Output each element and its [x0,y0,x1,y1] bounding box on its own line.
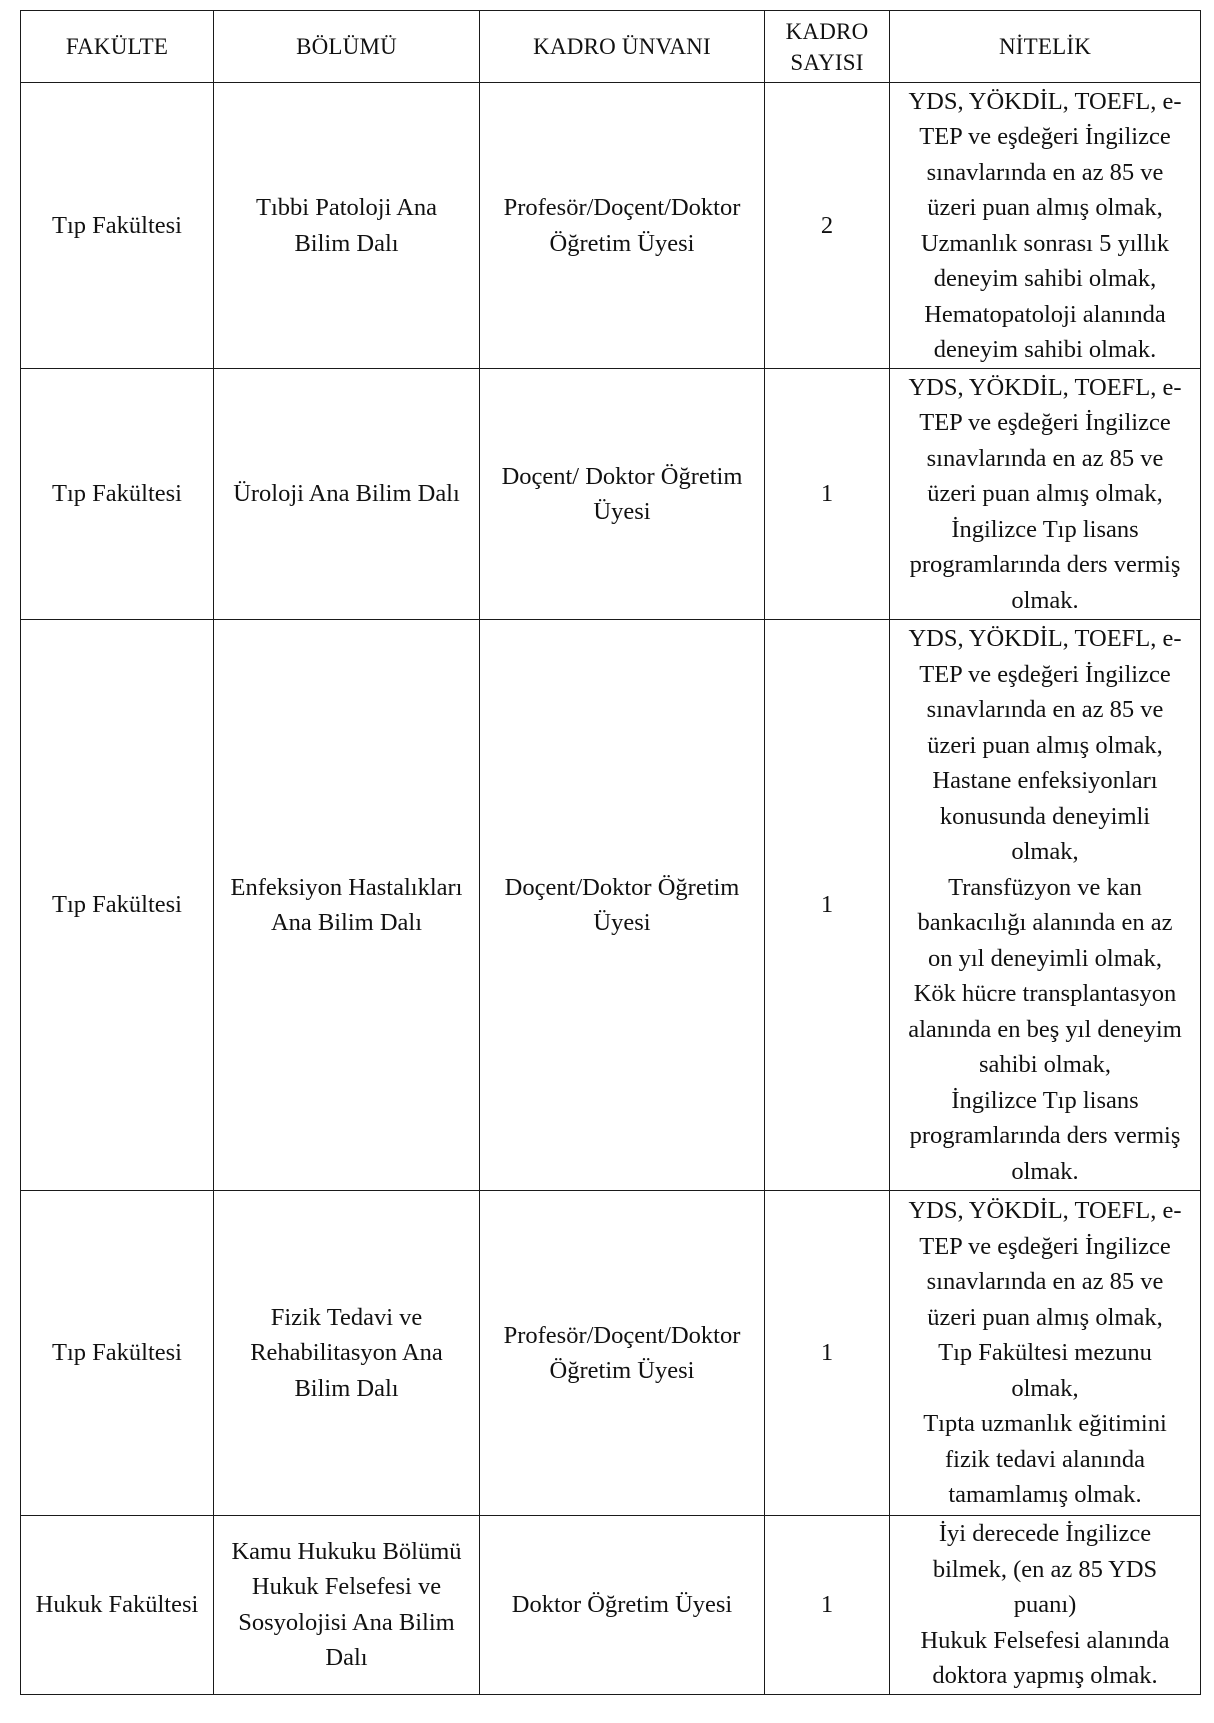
nitelik-line: TEP ve eşdeğeri İngilizce [919,1232,1171,1260]
header-kadro-sayisi-line: KADRO [785,18,869,44]
bolumu-cell [214,83,480,369]
nitelik-line: puanı) [1013,1591,1077,1618]
nitelik-line: Tıpta uzmanlık eğitimini [923,1410,1167,1438]
nitelik-line: YDS, YÖKDİL, TOEFL, e- [908,87,1182,115]
header-fakulte: FAKÜLTE [21,11,214,83]
bolumu-line: Bilim Dalı [294,229,399,257]
nitelik-cell [890,369,1201,620]
bolumu-cell [214,1191,480,1516]
nitelik-line: konusunda deneyimli [939,802,1151,830]
fakulte-cell: Tıp Fakültesi [21,1191,214,1516]
kadro_unvani-line: Üyesi [593,909,651,936]
header-nitelik: NİTELİK [890,11,1201,83]
bolumu-line: Sosyolojisi Ana Bilim [238,1608,455,1636]
nitelik-line: Tıp Fakültesi mezunu [938,1339,1152,1367]
kadro-sayisi-cell: 1 [765,620,890,1191]
nitelik-line: TEP ve eşdeğeri İngilizce [919,123,1171,150]
kadro_unvani-line: Doktor Öğretim Üyesi [511,1591,733,1618]
kadro-table [20,10,1201,1695]
nitelik-line: üzeri puan almış olmak, [927,480,1163,508]
bolumu-line: Üroloji Ana Bilim Dalı [233,480,460,508]
nitelik-cell [890,620,1201,1191]
kadro-sayisi-cell: 1 [765,1516,890,1695]
nitelik-line: üzeri puan almış olmak, [927,1303,1163,1331]
table-row [21,1191,1201,1516]
fakulte-cell: Tıp Fakültesi [21,620,214,1191]
kadro_unvani-line: Doçent/ Doktor Öğretim [501,462,743,490]
nitelik-line: sınavlarında en az 85 ve [926,444,1164,472]
bolumu-line: Kamu Hukuku Bölümü [231,1537,462,1565]
nitelik-cell [890,83,1201,369]
table-body [21,83,1201,1695]
header-kadro-sayisi-line: SAYISI [790,49,864,75]
header-kadro-unvani: KADRO ÜNVANI [480,11,765,83]
nitelik-line: YDS, YÖKDİL, TOEFL, e- [908,1197,1182,1225]
nitelik-line: İngilizce Tıp lisans [951,515,1139,543]
nitelik-line: Transfüzyon ve kan [948,873,1142,901]
nitelik-line: TEP ve eşdeğeri İngilizce [919,660,1171,688]
nitelik-line: olmak. [1011,1157,1079,1185]
nitelik-line: bilmek, (en az 85 YDS [932,1555,1158,1583]
nitelik-line: programlarında ders vermiş [909,1122,1181,1149]
nitelik-line: YDS, YÖKDİL, TOEFL, e- [908,373,1182,401]
kadro_unvani-line: Üyesi [593,498,651,525]
table-row [21,620,1201,1191]
fakulte-cell: Tıp Fakültesi [21,83,214,369]
nitelik-line: programlarında ders vermiş [909,551,1181,579]
nitelik-line: sahibi olmak, [978,1051,1111,1078]
nitelik-line: tamamlamış olmak. [948,1481,1142,1509]
bolumu-line: Dalı [325,1644,368,1672]
table-row [21,369,1201,620]
bolumu-cell [214,620,480,1191]
nitelik-line: deneyim sahibi olmak, [933,265,1157,292]
nitelik-line: üzeri puan almış olmak, [927,194,1163,221]
nitelik-line: Kök hücre transplantasyon [913,980,1177,1007]
nitelik-line: YDS, YÖKDİL, TOEFL, e- [908,625,1182,652]
bolumu-line: Rehabilitasyon Ana [250,1339,443,1367]
kadro_unvani-line: Profesör/Doçent/Doktor [503,1321,741,1349]
bolumu-line: Ana Bilim Dalı [270,909,423,936]
nitelik-line: İngilizce Tıp lisans [951,1086,1139,1114]
nitelik-line: sınavlarında en az 85 ve [926,1268,1164,1296]
table-row [21,83,1201,369]
nitelik-line: sınavlarında en az 85 ve [926,158,1164,186]
header-kadro-sayisi [765,11,890,83]
bolumu-line: Tıbbi Patoloji Ana [255,194,438,221]
kadro-unvani-cell [480,620,765,1191]
kadro_unvani-line: Doçent/Doktor Öğretim [504,873,740,901]
nitelik-cell [890,1516,1201,1695]
nitelik-line: olmak, [1011,838,1079,865]
kadro-sayisi-cell: 1 [765,1191,890,1516]
kadro-sayisi-cell: 1 [765,369,890,620]
bolumu-line: Fizik Tedavi ve [270,1303,423,1331]
nitelik-line: doktora yapmış olmak. [932,1662,1158,1689]
nitelik-line: üzeri puan almış olmak, [927,731,1163,759]
header-bolumu: BÖLÜMÜ [214,11,480,83]
nitelik-line: Hematopatoloji alanında [924,300,1166,328]
nitelik-line: alanında en beş yıl deneyim [908,1015,1182,1043]
kadro-unvani-cell [480,1516,765,1695]
kadro-sayisi-cell: 2 [765,83,890,369]
table-row [21,1516,1201,1695]
bolumu-line: Enfeksiyon Hastalıkları [230,873,463,901]
header-row [21,11,1201,83]
nitelik-line: Uzmanlık sonrası 5 yıllık [920,229,1170,257]
bolumu-cell [214,369,480,620]
nitelik-line: on yıl deneyimli olmak, [927,944,1163,972]
kadro-unvani-cell [480,369,765,620]
nitelik-line: fizik tedavi alanında [945,1445,1145,1473]
nitelik-cell [890,1191,1201,1516]
nitelik-line: sınavlarında en az 85 ve [926,696,1164,723]
nitelik-line: TEP ve eşdeğeri İngilizce [919,409,1171,437]
nitelik-line: olmak, [1011,1374,1079,1402]
nitelik-line: Hastane enfeksiyonları [932,767,1158,794]
bolumu-line: Bilim Dalı [294,1374,399,1402]
fakulte-cell: Tıp Fakültesi [21,369,214,620]
nitelik-line: Hukuk Felsefesi alanında [920,1626,1170,1654]
kadro_unvani-line: Öğretim Üyesi [549,1357,695,1384]
nitelik-line: olmak. [1011,586,1079,614]
kadro_unvani-line: Öğretim Üyesi [549,229,695,257]
nitelik-line: deneyim sahibi olmak. [933,336,1157,363]
kadro-unvani-cell [480,1191,765,1516]
kadro-unvani-cell [480,83,765,369]
nitelik-line: bankacılığı alanında en az [917,909,1173,936]
fakulte-cell: Hukuk Fakültesi [21,1516,214,1695]
bolumu-cell [214,1516,480,1695]
bolumu-line: Hukuk Felsefesi ve [251,1573,442,1601]
nitelik-line: İyi derecede İngilizce [938,1520,1152,1547]
kadro_unvani-line: Profesör/Doçent/Doktor [503,194,741,221]
